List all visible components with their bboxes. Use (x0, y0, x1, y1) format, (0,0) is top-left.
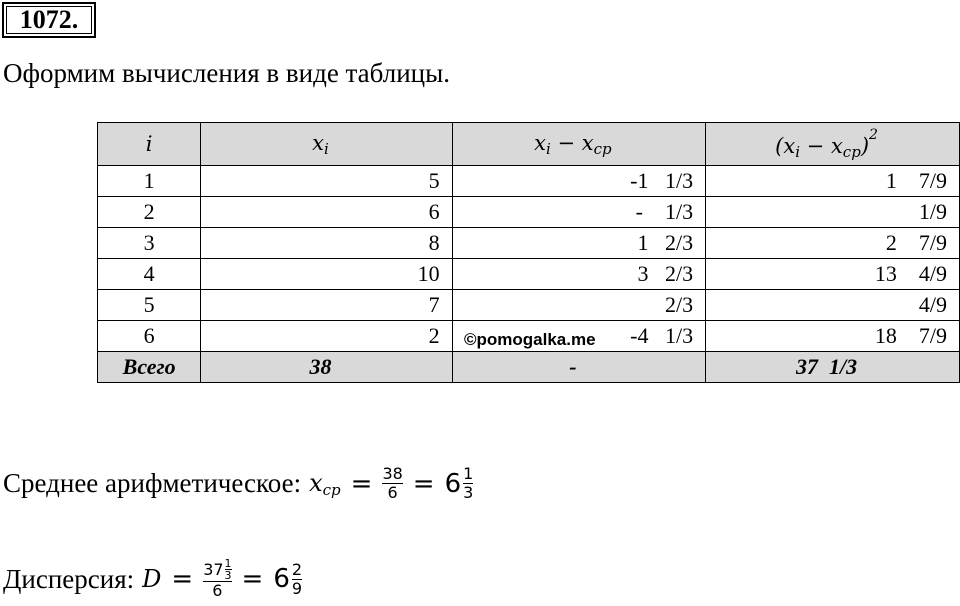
header-i: i (98, 123, 201, 166)
table-row (98, 290, 960, 321)
problem-number-box (2, 2, 96, 38)
variance-variable: D (142, 565, 162, 593)
cell-i: 1 (98, 166, 201, 197)
equals-sign: = (241, 564, 264, 594)
cell-deviation: -4 1/3 (452, 321, 705, 352)
total-deviation: - (452, 352, 705, 383)
cell-x: 7 (201, 290, 452, 321)
mean-variable: $x_{ср}$ (309, 468, 341, 499)
cell-deviation: - 1/3 (452, 197, 705, 228)
table-header-row (98, 123, 960, 166)
mean-fraction: $\frac{38}{6}$ (382, 464, 403, 502)
variance-mini-fraction: 1 3 (224, 557, 232, 582)
header-squared-deviation: $(x_i - x_{ср})^2$ (706, 123, 960, 166)
cell-squared: 4/9 (706, 290, 960, 321)
cell-i: 3 (98, 228, 201, 259)
equals-sign: = (350, 468, 373, 499)
cell-squared: 2 7/9 (706, 228, 960, 259)
cell-squared: 1 7/9 (706, 166, 960, 197)
variance-fraction: 37 1 3 6 (203, 557, 232, 600)
cell-x: 10 (201, 259, 452, 290)
equals-sign: = (412, 468, 435, 499)
total-x: 38 (201, 352, 452, 383)
equals-sign: = (171, 564, 194, 594)
total-squared: 37 1/3 (706, 352, 960, 383)
cell-squared: 13 4/9 (706, 259, 960, 290)
mean-result-whole: 6 (444, 468, 462, 499)
cell-x: 8 (201, 228, 452, 259)
table-row (98, 197, 960, 228)
variance-result-whole: 6 (273, 564, 290, 594)
total-label: Всего (98, 352, 201, 383)
header-xi: $x_i$ (201, 123, 452, 166)
variance-formula (3, 558, 302, 600)
cell-i: 5 (98, 290, 201, 321)
cell-x: 2 (201, 321, 452, 352)
mean-result-fraction: $\frac{1}{3}$ (463, 464, 474, 502)
watermark: ©pomogalka.me (464, 330, 596, 349)
mean-label: Среднее арифметическое: (3, 468, 302, 498)
problem-number-inner-border (6, 6, 92, 34)
intro-text: Оформим вычисления в виде таблицы. (3, 58, 450, 88)
cell-x: 5 (201, 166, 452, 197)
cell-i: 6 (98, 321, 201, 352)
cell-deviation: -1 1/3 (452, 166, 705, 197)
mean-formula (3, 465, 473, 502)
table-row (98, 166, 960, 197)
cell-squared: 18 7/9 (706, 321, 960, 352)
cell-i: 4 (98, 259, 201, 290)
table-total-row (98, 352, 960, 383)
cell-deviation: 3 2/3 (452, 259, 705, 290)
cell-x: 6 (201, 197, 452, 228)
variance-result-fraction: $\frac{2}{9}$ (291, 559, 303, 598)
table-row (98, 228, 960, 259)
table-row (98, 259, 960, 290)
cell-deviation: 1 2/3 (452, 228, 705, 259)
variance-label: Дисперсия: (3, 563, 135, 594)
cell-i: 2 (98, 197, 201, 228)
problem-number: 1072. (19, 5, 79, 34)
cell-deviation: 2/3 (452, 290, 705, 321)
header-deviation: $x_i - x_{ср}$ (452, 123, 705, 166)
cell-squared: 1/9 (706, 197, 960, 228)
